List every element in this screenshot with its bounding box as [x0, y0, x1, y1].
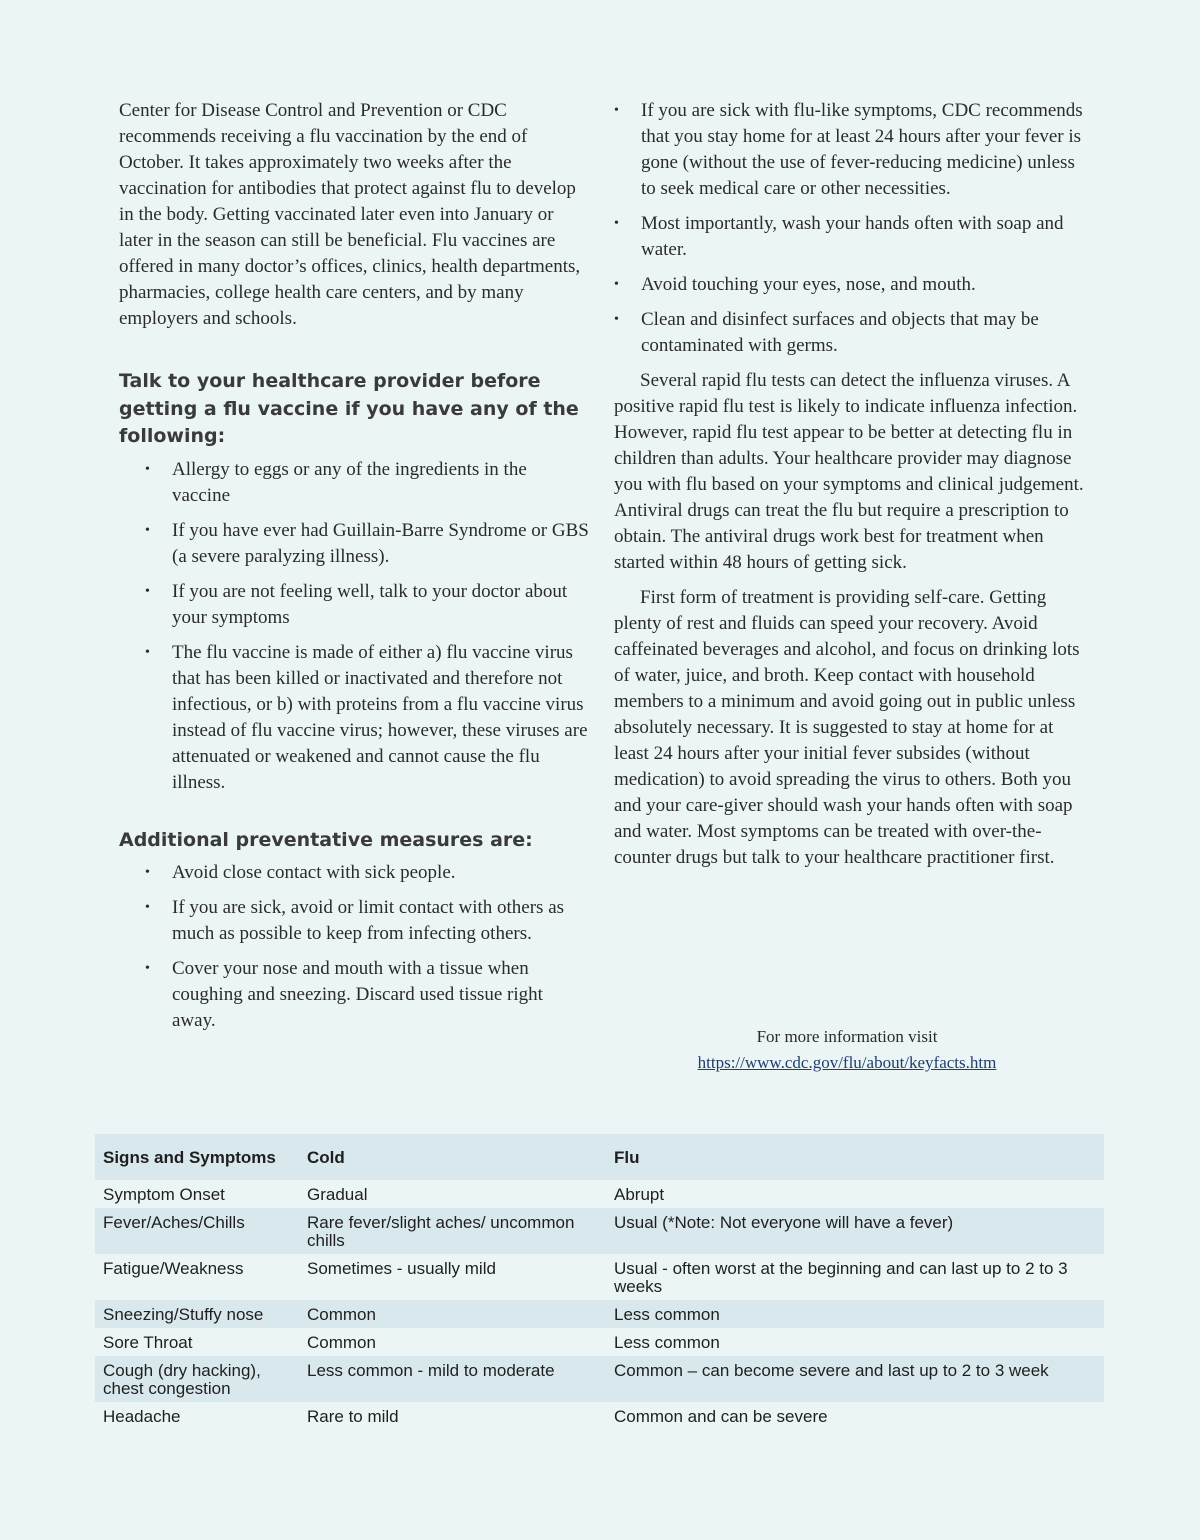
intro-paragraph: Center for Disease Control and Prevention or CDC recommends receiving a flu vaccination by the end of October. It takes approximately two weeks after the vaccination for antibodies that protect against flu to develop in the body. Getting vaccinated later even into January or later in the season can still be beneficial. Flu vaccines are offered in many doctor’s offices, clinics, health departments, pharmacies, college health care centers, and by many employers and schools.: [119, 100, 581, 329]
talk-list: [119, 457, 589, 796]
table-cell: Less common: [614, 1333, 720, 1352]
bullet-icon: •: [614, 277, 619, 292]
table-cell: Rare fever/slight aches/ uncommon chills: [307, 1213, 575, 1250]
table-cell: Common: [307, 1333, 376, 1352]
symptoms-table: [95, 1134, 1104, 1430]
table-cell: Common: [307, 1305, 376, 1324]
rapid-test-paragraph: Several rapid flu tests can detect the influenza viruses. A positive rapid flu test is likely to indicate influenza infection. However, rapid flu test appear to be better at detecting flu in children than adults. Your healthcare provider may diagnose you with flu based on your symptoms and clinical judgement. Antiviral drugs can treat the flu but require a prescription to obtain. The antiviral drugs work best for treatment when started within 48 hours of getting sick.: [614, 370, 1084, 573]
list-item: • If you have ever had Guillain-Barre Syndrome or GBS (a severe paralyzing illness).: [145, 519, 589, 567]
list-item: • Allergy to eggs or any of the ingredients in the vaccine: [145, 458, 527, 506]
table-cell: Less common: [614, 1305, 720, 1324]
table-cell: Usual - often worst at the beginning and can last up to 2 to 3 weeks: [614, 1259, 1068, 1296]
table-cell: Common and can be severe: [614, 1407, 828, 1426]
bullet-icon: •: [145, 522, 150, 538]
bullet-icon: •: [145, 865, 150, 880]
prevention-heading: Additional preventative measures are:: [119, 828, 533, 851]
table-cell: Symptom Onset: [103, 1185, 225, 1204]
table-row: [95, 1208, 1104, 1254]
bullet-icon: •: [614, 103, 619, 118]
table-row: [95, 1180, 1104, 1208]
list-item: • Avoid touching your eyes, nose, and mouth.: [588, 272, 1084, 298]
table-cell: Abrupt: [614, 1185, 665, 1204]
left-column: [119, 98, 589, 1043]
list-item: • Clean and disinfect surfaces and objects that may be contaminated with germs.: [614, 309, 1039, 356]
cdc-link[interactable]: https://www.cdc.gov/flu/about/keyfacts.htm: [697, 1053, 997, 1072]
table-row: [95, 1356, 1104, 1402]
header-flu: Flu: [614, 1147, 640, 1167]
header-signs: Signs and Symptoms: [103, 1147, 276, 1167]
right-list: [588, 98, 1084, 359]
table-header-row: [95, 1134, 1104, 1180]
more-info: [614, 1024, 1080, 1076]
list-item: • Most importantly, wash your hands often with soap and water.: [614, 213, 1064, 260]
table-cell: Common – can become severe and last up to 2 to 3 week: [614, 1361, 1049, 1380]
bullet-icon: •: [614, 312, 619, 327]
bullet-icon: •: [145, 461, 150, 477]
bullet-icon: •: [145, 900, 150, 915]
bullet-icon: •: [145, 644, 150, 660]
header-cold: Cold: [307, 1147, 345, 1167]
table-cell: Gradual: [307, 1185, 368, 1204]
table-cell: Sometimes - usually mild: [307, 1259, 496, 1278]
table-cell: Sneezing/Stuffy nose: [103, 1305, 264, 1324]
list-item: • If you are not feeling well, talk to your doctor about your symptoms: [145, 580, 568, 628]
list-item: • The flu vaccine is made of either a) flu vaccine virus that has been killed or inactivated and therefore not infectious, or b) with proteins from a flu vaccine virus instead of flu vaccine virus; however, these viruses are attenuated or weakened and cannot cause the flu illness.: [145, 641, 588, 793]
table-cell: Headache: [103, 1407, 181, 1426]
more-info-label: For more information visit: [756, 1027, 938, 1046]
self-care-paragraph: First form of treatment is providing self-care. Getting plenty of rest and fluids can speed your recovery. Avoid caffeinated beverages and alcohol, and focus on drinking lots of water, juice, and broth. Keep contact with household members to a minimum and avoid going out in public unless absolutely necessary. It is suggested to stay at home for at least 24 hours after your initial fever subsides (without medication) to avoid spreading the virus to others. Both you and your care-giver should wash your hands often with soap and water. Most symptoms can be treated with over-the-counter drugs but talk to your healthcare practitioner first.: [614, 587, 1080, 868]
table-cell: Rare to mild: [307, 1407, 399, 1426]
list-item: • Cover your nose and mouth with a tissue when coughing and sneezing. Discard used tissue right away.: [145, 958, 543, 1031]
table-row: [95, 1402, 1104, 1430]
table-row: [95, 1254, 1104, 1300]
list-item: • Avoid close contact with sick people.: [119, 860, 589, 886]
table-row: [95, 1300, 1104, 1328]
bullet-icon: •: [614, 216, 619, 231]
bullet-icon: •: [145, 961, 150, 976]
prevention-list: [119, 860, 589, 1034]
table-row: [95, 1328, 1104, 1356]
table-cell: Fever/Aches/Chills: [103, 1213, 245, 1232]
right-column: [614, 98, 1084, 871]
table-cell: Sore Throat: [103, 1333, 193, 1352]
bullet-icon: •: [145, 583, 150, 599]
table-cell: Less common - mild to moderate: [307, 1361, 555, 1380]
list-item: • If you are sick with flu-like symptoms, CDC recommends that you stay home for at least 24 hours after your fever is gone (without the use of fever-reducing medicine) unless to seek medical care or other necessities.: [614, 100, 1083, 199]
table-cell: Fatigue/Weakness: [103, 1259, 244, 1278]
talk-heading: Talk to your healthcare provider before getting a flu vaccine if you have any of the following:: [119, 370, 579, 447]
table-cell: Cough (dry hacking), chest congestion: [103, 1361, 261, 1398]
list-item: • If you are sick, avoid or limit contact with others as much as possible to keep from infecting others.: [145, 897, 565, 944]
table-cell: Usual (*Note: Not everyone will have a fever): [614, 1213, 954, 1232]
